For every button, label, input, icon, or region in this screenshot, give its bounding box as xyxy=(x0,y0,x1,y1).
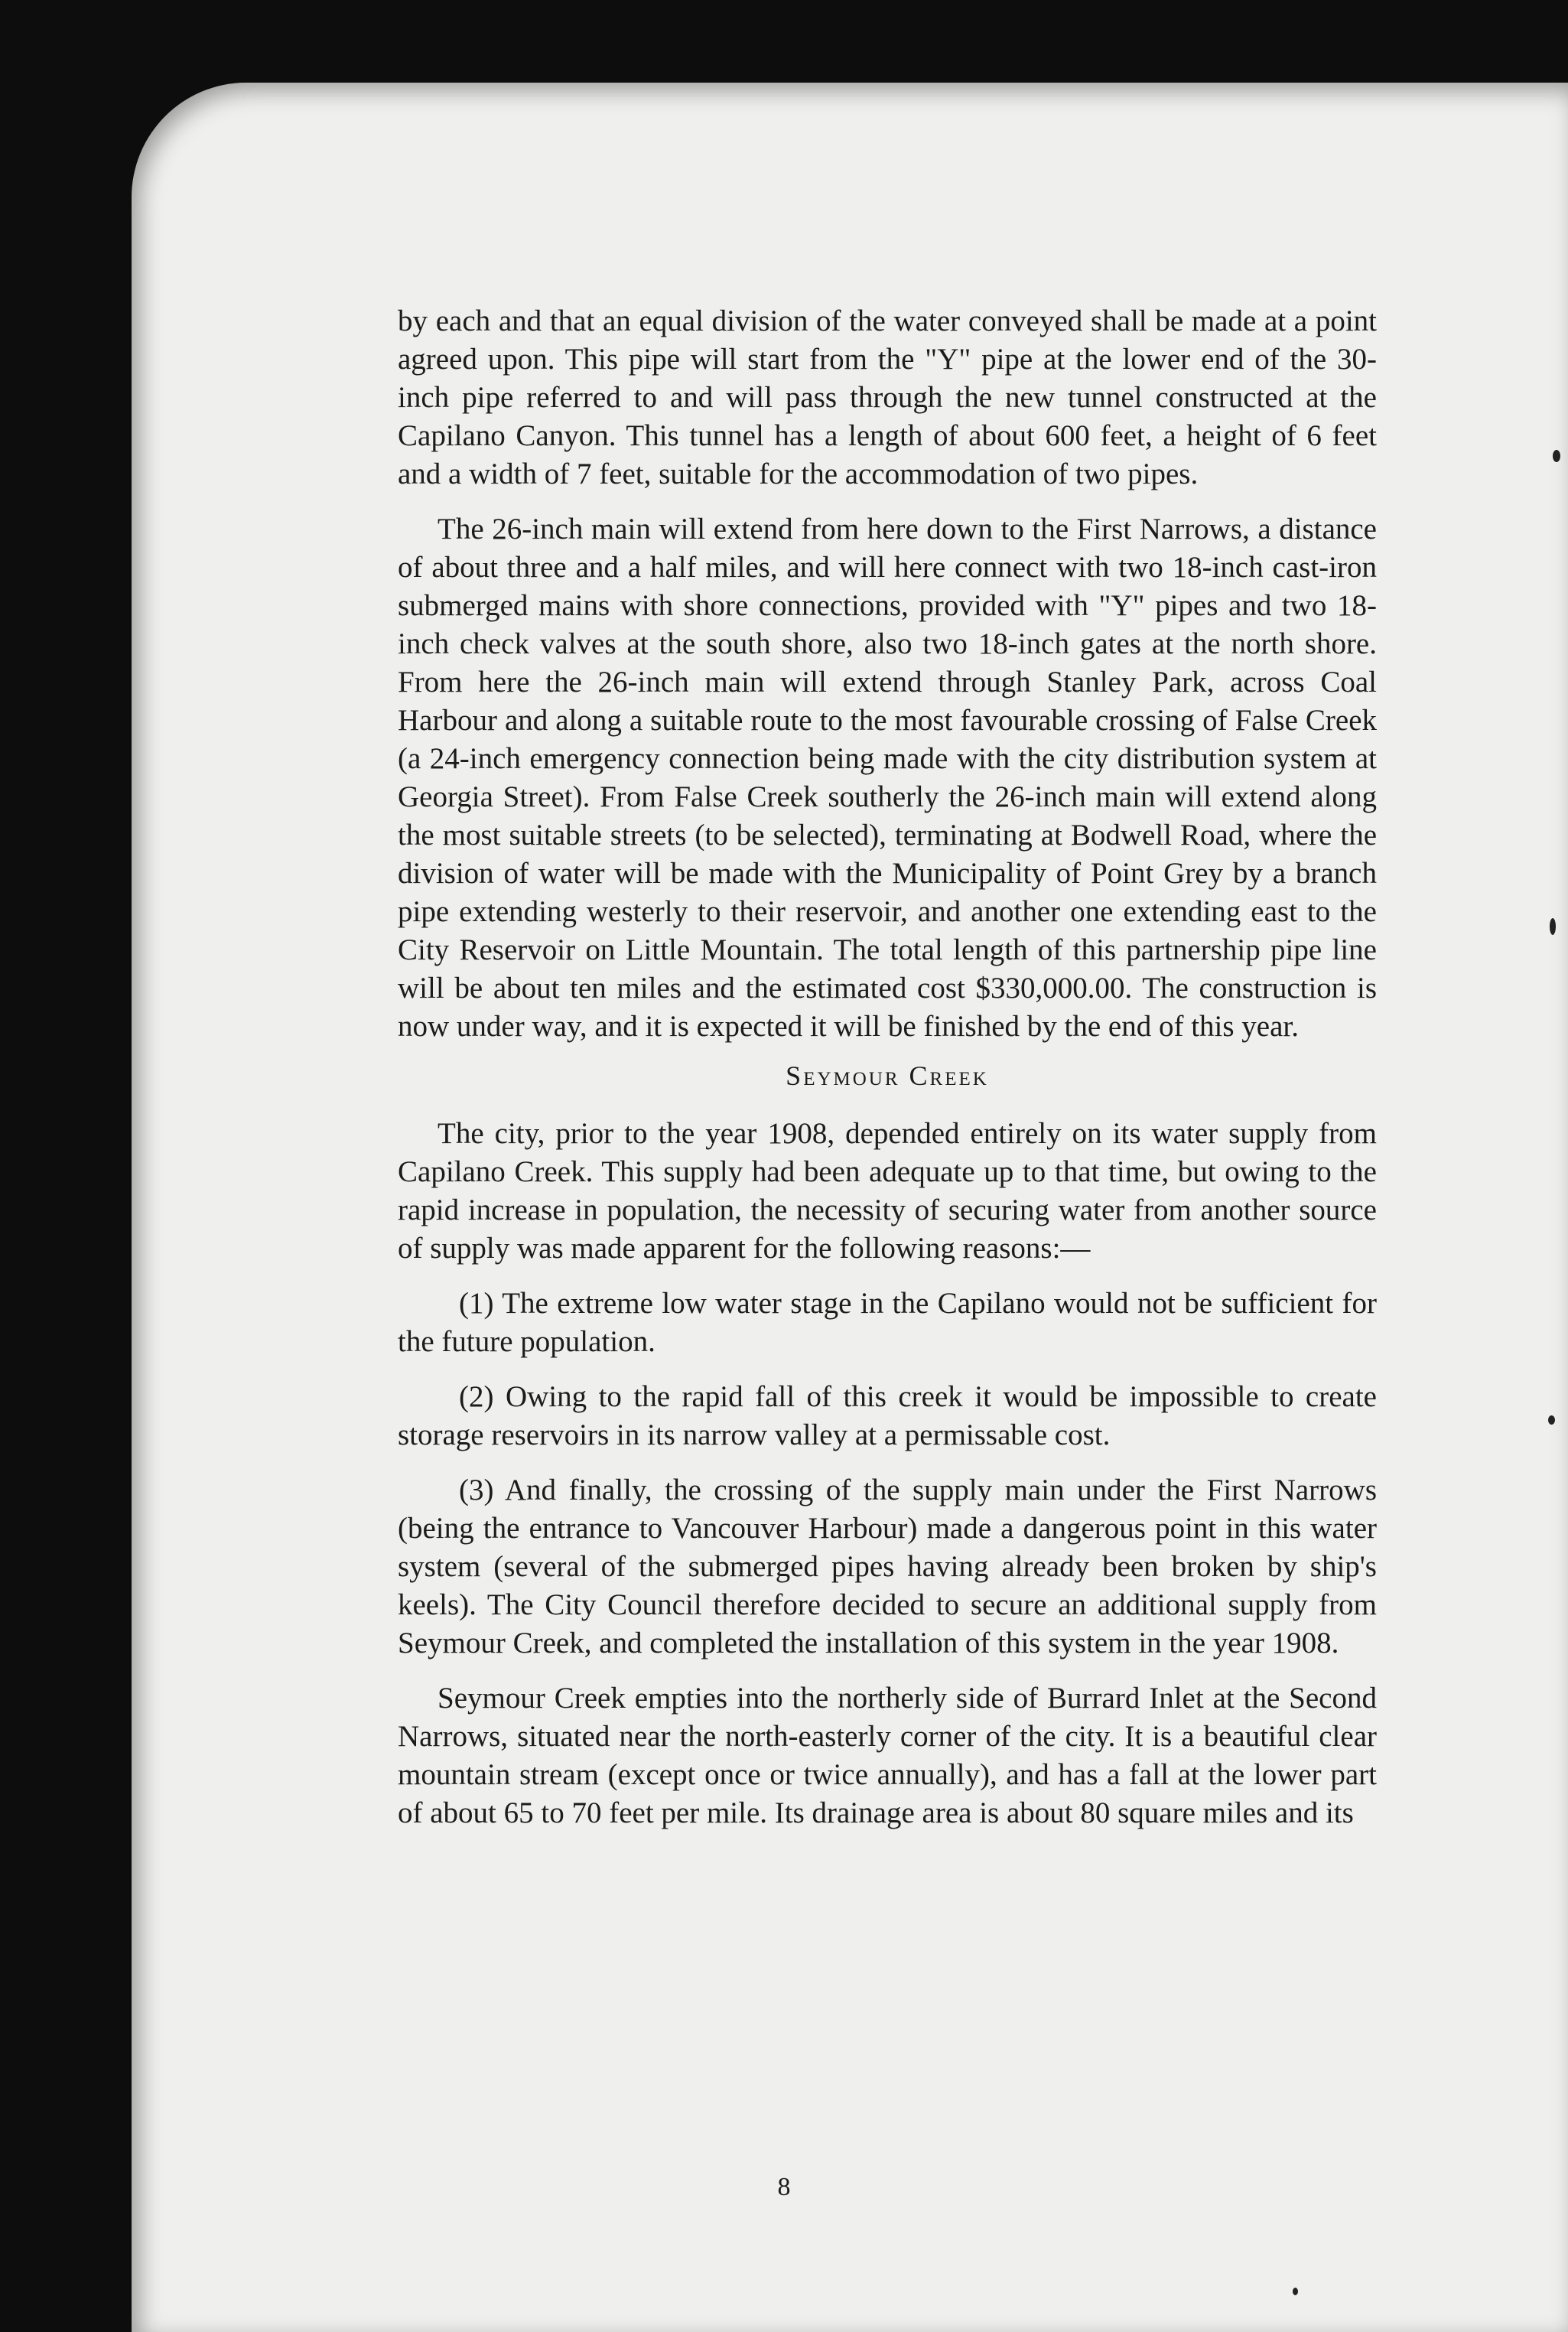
reason-2: (2) Owing to the rapid fall of this creek it would be impossible to create storage reservoirs in its narrow valley at a permissable cost. xyxy=(398,1380,1377,1451)
paragraph-continued: by each and that an equal division of the water conveyed shall be made at a point agreed upon. This pipe will start from the "Y" pipe at the lower end of the 30-inch pipe referred to and will pass through the new tunnel constructed at the Capilano Canyon. This tunnel has a length of about 600 feet, a height of 6 feet and a width of 7 feet, suitable for the accommodation of two pipes. xyxy=(398,305,1377,490)
reason-1: (1) The extreme low water stage in the Capilano would not be sufficient for the future population. xyxy=(398,1287,1377,1358)
paragraph-seymour-intro: The city, prior to the year 1908, depended entirely on its water supply from Capilano Creek. This supply had been adequate up to that time, but owing to the rapid increase in population, the necessity of securing water from another source of supply was made apparent for the following reasons:— xyxy=(398,1117,1377,1265)
scan-speck xyxy=(1293,2288,1298,2295)
scan-speck xyxy=(1553,450,1560,462)
page-number: 8 xyxy=(777,2173,791,2201)
reason-3: (3) And finally, the crossing of the supply main under the First Narrows (being the entrance to Vancouver Harbour) made a dangerous point in this water system (several of the submerged pipes having already been broken by ship's keels). The City Council therefore decided to secure an additional supply from Seymour Creek, and completed the installation of this system in the year 1908. xyxy=(398,1474,1377,1659)
scan-speck xyxy=(1548,1415,1555,1425)
section-heading: Seymour Creek xyxy=(786,1060,989,1091)
paragraph-seymour-description: Seymour Creek empties into the northerly side of Burrard Inlet at the Second Narrows, situated near the north-easterly corner of the city. It is a beautiful clear mountain stream (except once or twice annually), and has a fall at the lower part of about 65 to 70 feet per mile. Its drainage area is about 80 square miles and its xyxy=(398,1682,1377,1829)
page-text xyxy=(398,302,1377,1832)
scan-speck xyxy=(1550,918,1556,935)
paragraph-main-route: The 26-inch main will extend from here down to the First Narrows, a distance of about three and a half miles, and will here connect with two 18-inch cast-iron submerged mains with shore connections, provided with "Y" pipes and two 18-inch check valves at the south shore, also two 18-inch gates at the north shore. From here the 26-inch main will extend through Stanley Park, across Coal Harbour and along a suitable route to the most favourable crossing of False Creek (a 24-inch emergency connection being made with the city distribution system at Georgia Street). From False Creek southerly the 26-inch main will extend along the most suitable streets (to be selected), terminating at Bodwell Road, where the division of water will be made with the Municipality of Point Grey by a branch pipe extending westerly to their reservoir, and another one extending east to the City Reservoir on Little Mountain. The total length of this partnership pipe line will be about ten miles and the estimated cost $330,000.00. The construction is now under way, and it is expected it will be finished by the end of this year. xyxy=(398,513,1377,1043)
